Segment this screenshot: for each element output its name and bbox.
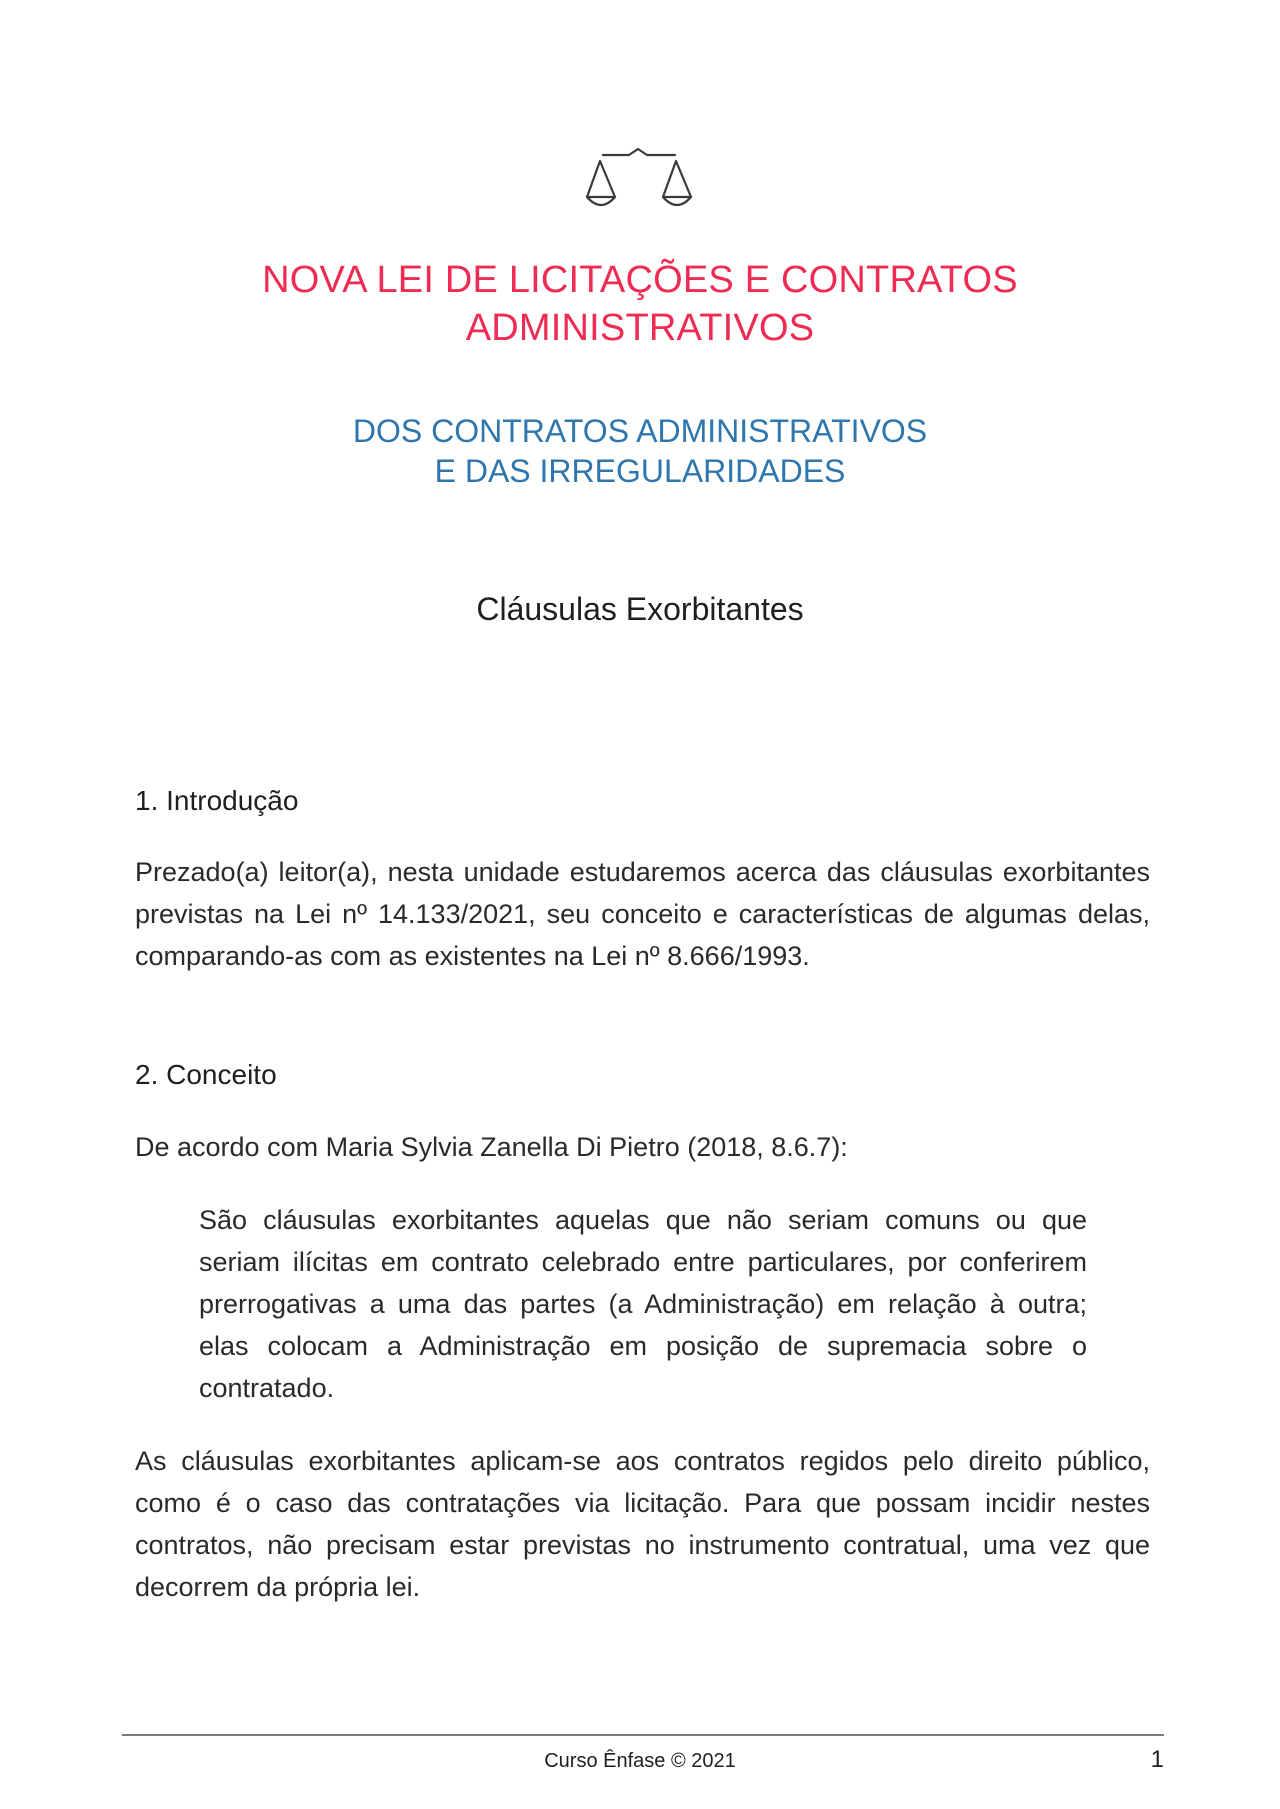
page-number: 1: [1150, 1746, 1164, 1773]
section-heading-introducao: 1. Introdução: [135, 785, 299, 816]
balance-scale-icon: [583, 147, 693, 219]
footer-copyright: Curso Ênfase © 2021: [544, 1750, 736, 1772]
conceito-intro-paragraph: De acordo com Maria Sylvia Zanella Di Pietro (2018, 8.6.7):: [135, 1132, 848, 1162]
subtitle-line-1: DOS CONTRATOS ADMINISTRATIVOS: [352, 413, 928, 449]
document-subtitle: [140, 411, 1140, 491]
topic-title: Cláusulas Exorbitantes: [476, 591, 804, 627]
main-title-line-2: ADMINISTRATIVOS: [465, 307, 815, 349]
document-main-title: [140, 256, 1140, 352]
subtitle-line-2: E DAS IRREGULARIDADES: [434, 453, 846, 489]
block-quote: São cláusulas exorbitantes aquelas que não seriam comuns ou que seriam ilícitas em contrato celebrado entre particulares, por conferirem prerrogativas a uma das partes (a Administração) em relação à outra; elas colocam a Administração em posição de supremacia sobre o contratado.: [199, 1205, 1087, 1403]
introducao-paragraph: Prezado(a) leitor(a), nesta unidade estudaremos acerca das cláusulas exorbitantes previstas na Lei nº 14.133/2021, seu conceito e características de algumas delas, comparando-as com as existentes na Lei nº 8.666/1993.: [135, 857, 1150, 971]
footer-divider: [122, 1734, 1164, 1736]
conceito-paragraph: As cláusulas exorbitantes aplicam-se aos contratos regidos pelo direito público, como é o caso das contratações via licitação. Para que possam incidir nestes contratos, não precisam estar previstas no instrumento contratual, uma vez que decorrem da própria lei.: [135, 1446, 1150, 1602]
section-heading-conceito: 2. Conceito: [135, 1059, 277, 1090]
main-title-line-1: NOVA LEI DE LICITAÇÕES E CONTRATOS: [262, 259, 1018, 301]
